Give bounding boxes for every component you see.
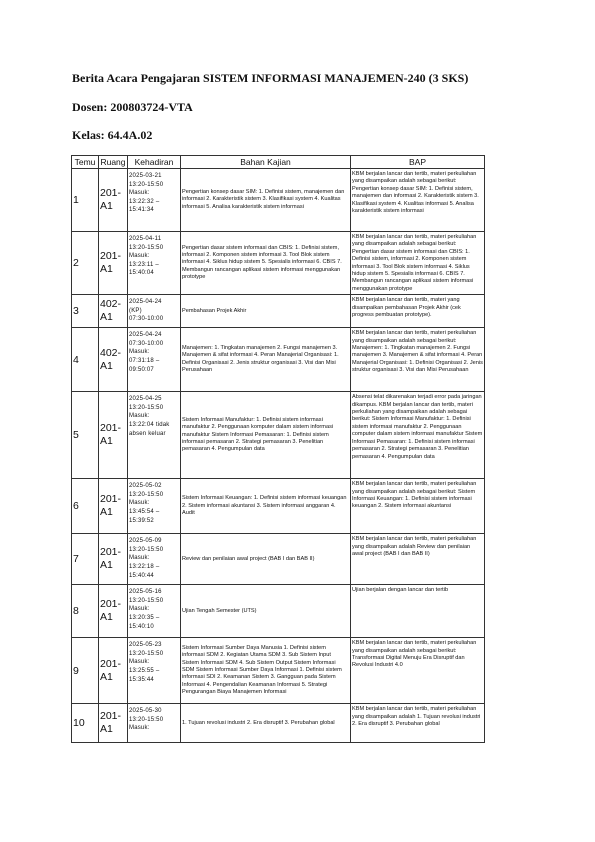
cell-bahan-kajian: Pengertian dasar sistem informasi dan CBIS: 1. Definisi sistem, informasi 2. Komponen sistem informasi 3. Tool Blok sistem informasi 4. Siklus hidup sistem 5. Spesialis informasi 6. CBIS 7. Membangun rancangan aplikasi sistem informasi menggunakan prototype (181, 232, 351, 295)
table-row (72, 704, 485, 743)
cell-bahan-kajian: Ujian Tengah Semester (UTS) (181, 585, 351, 638)
cell-temu: 1 (72, 169, 99, 232)
cell-bahan-kajian: Manajemen: 1. Tingkatan manajemen 2. Fungsi manajemen 3. Manajemen & sifat informasi 4. Peran Manajerial Organisasi: 1. Definisi Organisasi 2. Jenis struktur organisasi 3. Visi dan Misi Perusahaan (181, 328, 351, 392)
cell-temu: 9 (72, 638, 99, 704)
cell-temu: 4 (72, 328, 99, 392)
cell-ruang: 201-A1 (99, 392, 128, 479)
cell-bap: KBM berjalan lancar dan tertib, materi perkuliahan yang disampaikan adalah sebagai berikut: Sistem Informasi Keuangan: 1. Definisi sistem informasi keuangan 2. Sistem informasi akuntansi (351, 479, 485, 534)
cell-kehadiran: 2025-04-24 07:30-10:00 Masuk: 07:31:18 – 09:50:07 (128, 328, 181, 392)
cell-temu: 6 (72, 479, 99, 534)
cell-bap: KBM berjalan lancar dan tertib, materi perkuliahan yang disampaikan adalah Review dan penilaian awal project (BAB I dan BAB II) (351, 534, 485, 585)
cell-bahan-kajian: 1. Tujuan revolusi industri 2. Era disruptif 3. Perubahan global (181, 704, 351, 743)
column-header-bahan-kajian: Bahan Kajian (181, 156, 351, 169)
cell-bahan-kajian: Pembahasan Projek Akhir (181, 295, 351, 328)
table-row (72, 585, 485, 638)
cell-bahan-kajian: Sistem Informasi Sumber Daya Manusia 1. Definisi sistem informasi SDM 2. Kegiatan Utama SDM 3. Sub Sistem Input Sistem Informasi SDM 4. Sub Sistem Output Sistem Informasi SDM Sistem Informasi Sumber Daya Informasi 1. Definisi sistem informasi SDI 2. Keamanan Sistem 3. Gangguan pada Sistem Informasi 4. Pengendalian Keamanan Informasi 5. Strategi Pengurangan Biaya Manajemen Informasi (181, 638, 351, 704)
cell-bap: Ujian berjalan dengan lancar dan tertib (351, 585, 485, 638)
table-row (72, 295, 485, 328)
teaching-record-table (71, 155, 485, 743)
cell-bap: KBM berjalan lancar dan tertib, materi perkuliahan yang disampaikan adalah sebagai berikut: Manajemen: 1. Tingkatan manajemen 2. Fungsi manajemen 3. Manajemen & sifat informasi 4. Peran Manajerial Organisasi: 1. Definisi Organisasi 2. Jenis struktur organisasi 3. Visi dan Misi Perusahaan (351, 328, 485, 392)
cell-bahan-kajian: Sistem Informasi Manufaktur: 1. Definisi sistem informasi manufaktur 2. Penggunaan komputer dalam sistem informasi manufaktur Sistem Informasi Pemasaran: 1. Definisi sistem informasi pemasaran 2. Strategi pemasaran 3. Penelitian pemasaran 4. Pengumpulan data (181, 392, 351, 479)
cell-ruang: 201-A1 (99, 704, 128, 743)
cell-bahan-kajian: Review dan penilaian awal project (BAB I dan BAB II) (181, 534, 351, 585)
cell-kehadiran: 2025-05-02 13:20-15:50 Masuk: 13:45:54 – 15:39:52 (128, 479, 181, 534)
cell-bap: KBM berjalan lancar dan tertib, materi yang disampaikan pembahasan Projek Akhir (cek progress pembuatan prototype). (351, 295, 485, 328)
cell-temu: 3 (72, 295, 99, 328)
lecturer-id: Dosen: 200803724-VTA (72, 100, 193, 114)
cell-temu: 5 (72, 392, 99, 479)
table-row (72, 232, 485, 295)
cell-bap: Absensi telat dikarenakan terjadi error pada jaringan dikampus. KBM berjalan lancar dan tertib, materi perkuliahan yang disampaikan adalah sebagai berikut: Sistem Informasi Manufaktur: 1. Definisi sistem informasi manufaktur 2. Penggunaan computer dalam sistem informasi manufaktur Sistem Informasi Pemasaran: 1. Definisi sistem informasi pemasaran 2. Strategi pemasaran 3. Penelitian pemasaran 4. Pengumpulan data (351, 392, 485, 479)
cell-ruang: 201-A1 (99, 232, 128, 295)
column-header-temu: Temu (72, 156, 99, 169)
cell-bahan-kajian: Pengertian konsep dasar SIM: 1. Definisi sistem, manajemen dan informasi 2. Karakteristik sistem 3. Klasifikasi system 4. Kualitas informasi 5. Analisa karakteristik sistem informasi (181, 169, 351, 232)
cell-bap: KBM berjalan lancar dan tertib, materi perkuliahan yang disampaikan adalah 1. Tujuan revolusi industri 2. Era disruptif 3. Perubahan global (351, 704, 485, 743)
cell-bap: KBM berjalan lancar dan tertib, materi perkuliahan yang disampaikan adalah sebagai berikut: Pengertian konsep dasar SIM: 1. Definisi sistem, manajemen dan informasi 2. Karakteristik sistem 3. Klasifikasi system 4. Kualitas informasi 5. Analisa karakteristik sistem informasi (351, 169, 485, 232)
table-body (72, 169, 485, 743)
cell-ruang: 201-A1 (99, 585, 128, 638)
cell-kehadiran: 2025-04-24 (KP) 07:30-10:00 (128, 295, 181, 328)
cell-bap: KBM berjalan lancar dan tertib, materi perkuliahan yang disampaikan adalah sebagai berikut: Transformasi Digital Menuju Era Disruptif dan Revolusi Industri 4.0 (351, 638, 485, 704)
cell-bahan-kajian: Sistem Informasi Keuangan: 1. Definisi sistem informasi keuangan 2. Sistem informasi akuntansi 3. Sistem informasi anggaran 4. Audit (181, 479, 351, 534)
document-title: Berita Acara Pengajaran SISTEM INFORMASI MANAJEMEN-240 (3 SKS) (72, 71, 469, 85)
column-header-kehadiran: Kehadiran (128, 156, 181, 169)
cell-temu: 2 (72, 232, 99, 295)
table-row (72, 638, 485, 704)
table-row (72, 392, 485, 479)
cell-ruang: 201-A1 (99, 534, 128, 585)
class-code: Kelas: 64.4A.02 (72, 128, 153, 142)
table-row (72, 479, 485, 534)
cell-temu: 7 (72, 534, 99, 585)
cell-kehadiran: 2025-05-23 13:20-15:50 Masuk: 13:25:55 – 15:35:44 (128, 638, 181, 704)
column-header-bap: BAP (351, 156, 485, 169)
cell-ruang: 402-A1 (99, 295, 128, 328)
cell-kehadiran: 2025-05-16 13:20-15:50 Masuk: 13:20:35 – 15:40:10 (128, 585, 181, 638)
cell-bap: KBM berjalan lancar dan tertib, materi perkuliahan yang disampaikan adalah sebagai berikut: Pengertian dasar sistem informasi dan CBIS: 1. Definisi sistem, informasi 2. Komponen sistem informasi 3. Tool Blok sistem informasi 4. Siklus hidup sistem 5. Spesialis informasi 6. CBIS 7. Membangun rancangan aplikasi sistem informasi menggunakan prototype (351, 232, 485, 295)
cell-kehadiran: 2025-05-09 13:20-15:50 Masuk: 13:22:18 – 15:40:44 (128, 534, 181, 585)
cell-ruang: 201-A1 (99, 479, 128, 534)
table-row (72, 328, 485, 392)
cell-kehadiran: 2025-04-25 13:20-15:50 Masuk: 13:22:04 tidak absen keluar (128, 392, 181, 479)
table-header-row (72, 156, 485, 169)
table-row (72, 534, 485, 585)
column-header-ruang: Ruang (100, 157, 126, 167)
cell-temu: 8 (72, 585, 99, 638)
cell-kehadiran: 2025-05-30 13:20-15:50 Masuk: (128, 704, 181, 743)
cell-ruang: 201-A1 (99, 169, 128, 232)
table-row (72, 169, 485, 232)
cell-ruang: 402-A1 (99, 328, 128, 392)
cell-kehadiran: 2025-04-11 13:20-15:50 Masuk: 13:23:11 – 15:40:04 (128, 232, 181, 295)
cell-temu: 10 (72, 704, 99, 743)
cell-ruang: 201-A1 (99, 638, 128, 704)
cell-kehadiran: 2025-03-21 13:20-15:50 Masuk: 13:22:32 – 15:41:34 (128, 169, 181, 232)
